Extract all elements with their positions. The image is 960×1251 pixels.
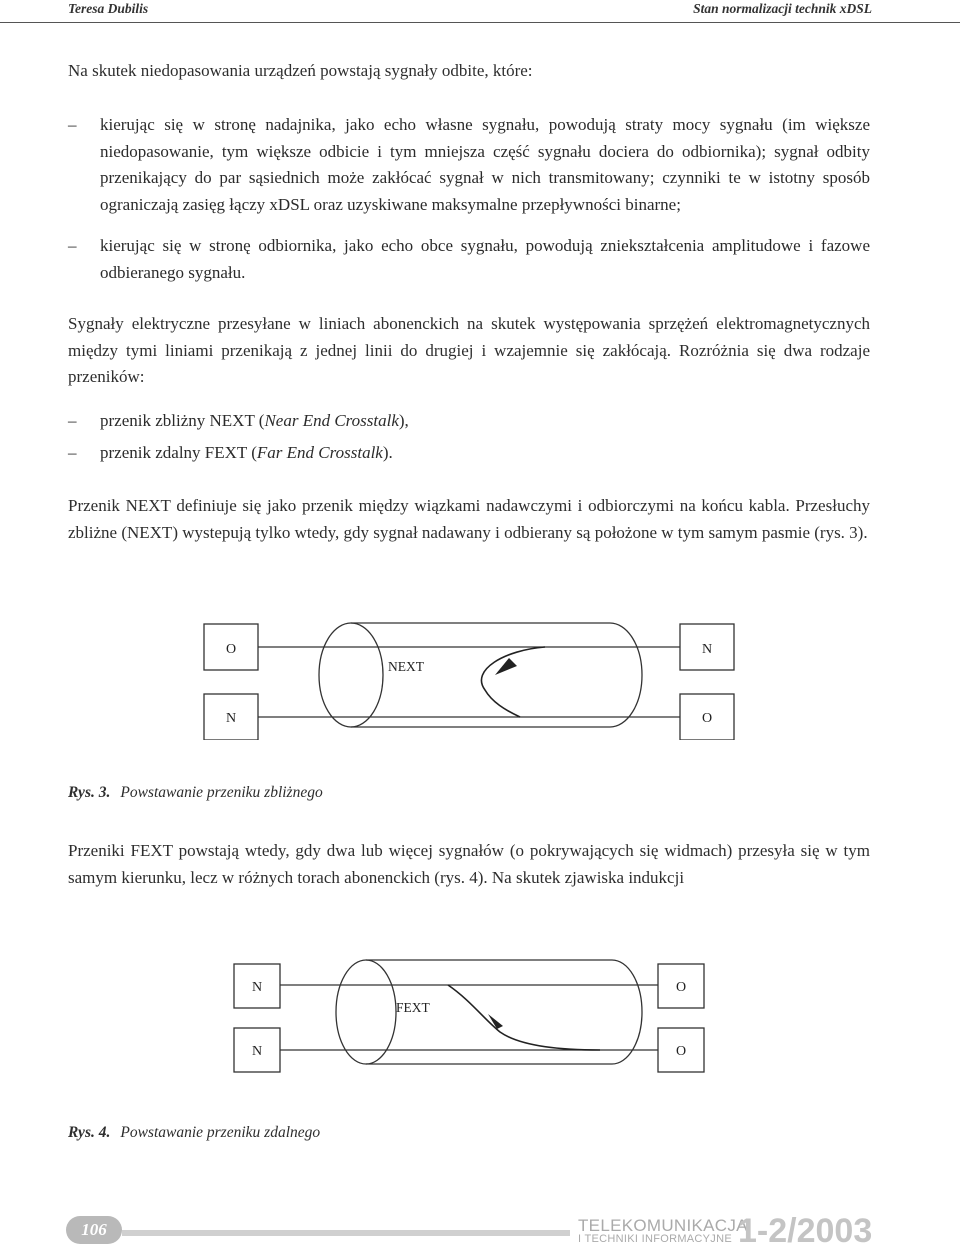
next-term-english: Near End Crosstalk [264, 411, 399, 430]
figure-4-caption [68, 1124, 320, 1142]
list-item-text [100, 440, 870, 467]
list-dash: – [68, 411, 77, 430]
fext-coupling-curve [448, 985, 600, 1050]
crosstalk-paragraph: Sygnały elektryczne przesyłane w liniach abonenckich na skutek występowania sprzężeń elektromagnetycznych między tymi liniami przenikają z jednej linii do drugiej i wzajemnie się zakłócają. Rozróżnia się dwa rodzaje przeników: [68, 314, 870, 386]
fext-term-suffix: ). [382, 443, 393, 462]
box-label: O [675, 980, 687, 995]
issue-number: 1-2/2003 [738, 1212, 873, 1250]
fext-diagram [0, 950, 960, 1080]
figure-3-next [0, 610, 960, 740]
header-author: Teresa Dubilis [68, 1, 149, 16]
box-label: N [251, 1044, 263, 1059]
cable-left-end [336, 960, 396, 1064]
list-dash: – [68, 115, 77, 134]
page-footer [0, 1212, 960, 1248]
box-label: N [225, 711, 237, 726]
list-item-text: kierując się w stronę nadajnika, jako echo własne sygnału, powodują straty mocy sygnału (im większe niedopasowanie, tym większe odbicie i tym mniejsza część sygnału dociera do odbiornika); sygnał odbity przenikający do par sąsiednich może zakłócać sygnał w nich transmitowany; czynniki te w istotny sposób ograniczają zasięg łączy xDSL oraz uzyskiwane maksymalne przepływności binarne; [100, 115, 870, 214]
list-item [68, 440, 870, 467]
figure-3-caption [68, 784, 323, 802]
footer-rule [122, 1230, 570, 1236]
box-label: O [675, 1044, 687, 1059]
intro-paragraph: Na skutek niedopasowania urządzeń powstają sygnały odbite, które: [68, 61, 533, 80]
next-term-suffix: ), [398, 411, 409, 430]
fext-term-english: Far End Crosstalk [256, 443, 383, 462]
fext-label: FEXT [396, 1000, 430, 1015]
box-label: N [701, 642, 713, 657]
next-definition-paragraph: Przenik NEXT definiuje się jako przenik między wiązkami nadawczymi i odbiorczymi na końcu kabla. Przesłuchy zbliżne (NEXT) wystepują tylko wtedy, gdy sygnał nadawany i odbierany są położone w tym samym pasmie (rys. 3). [68, 496, 870, 542]
list-item [68, 233, 870, 286]
list-item-text [100, 408, 870, 435]
list-item [68, 112, 870, 218]
cable-right-end [612, 960, 642, 1064]
box-label: N [251, 980, 263, 995]
magazine-subtitle: I TECHNIKI INFORMACYJNE [578, 1233, 732, 1245]
next-term: przenik zbliżny NEXT ( [100, 411, 265, 430]
magazine-name: TELEKOMUNIKACJA [578, 1216, 748, 1235]
figure-4-number: Rys. 4. [68, 1124, 111, 1141]
fext-term: przenik zdalny FEXT ( [100, 443, 257, 462]
box-label: O [701, 711, 713, 726]
figure-4-title: Powstawanie przeniku zdalnego [120, 1124, 321, 1141]
page-number: 106 [66, 1216, 122, 1244]
figure-4-fext [0, 950, 960, 1080]
list-item [68, 408, 870, 435]
header-title: Stan normalizacji technik xDSL [693, 1, 872, 16]
figure-3-title: Powstawanie przeniku zbliżnego [120, 784, 323, 801]
list-item-text: kierując się w stronę odbiornika, jako echo obce sygnału, powodują zniekształcenia amplitudowe i fazowe odbieranego sygnału. [100, 236, 870, 282]
cable-left-end [319, 623, 383, 727]
next-diagram [0, 610, 960, 740]
figure-3-number: Rys. 3. [68, 784, 111, 801]
box-label: O [225, 642, 237, 657]
list-dash: – [68, 236, 77, 255]
cable-right-end [610, 623, 642, 727]
running-header [0, 0, 960, 23]
arrow-head-icon [488, 1014, 503, 1029]
next-coupling-curve [481, 647, 545, 717]
list-dash: – [68, 443, 77, 462]
fext-paragraph: Przeniki FEXT powstają wtedy, gdy dwa lub więcej sygnałów (o pokrywających się widmach) przesyła się w tym samym kierunku, lecz w różnych torach abonenckich (rys. 4). Na skutek zjawiska indukcji [68, 841, 870, 887]
next-label: NEXT [388, 659, 424, 674]
